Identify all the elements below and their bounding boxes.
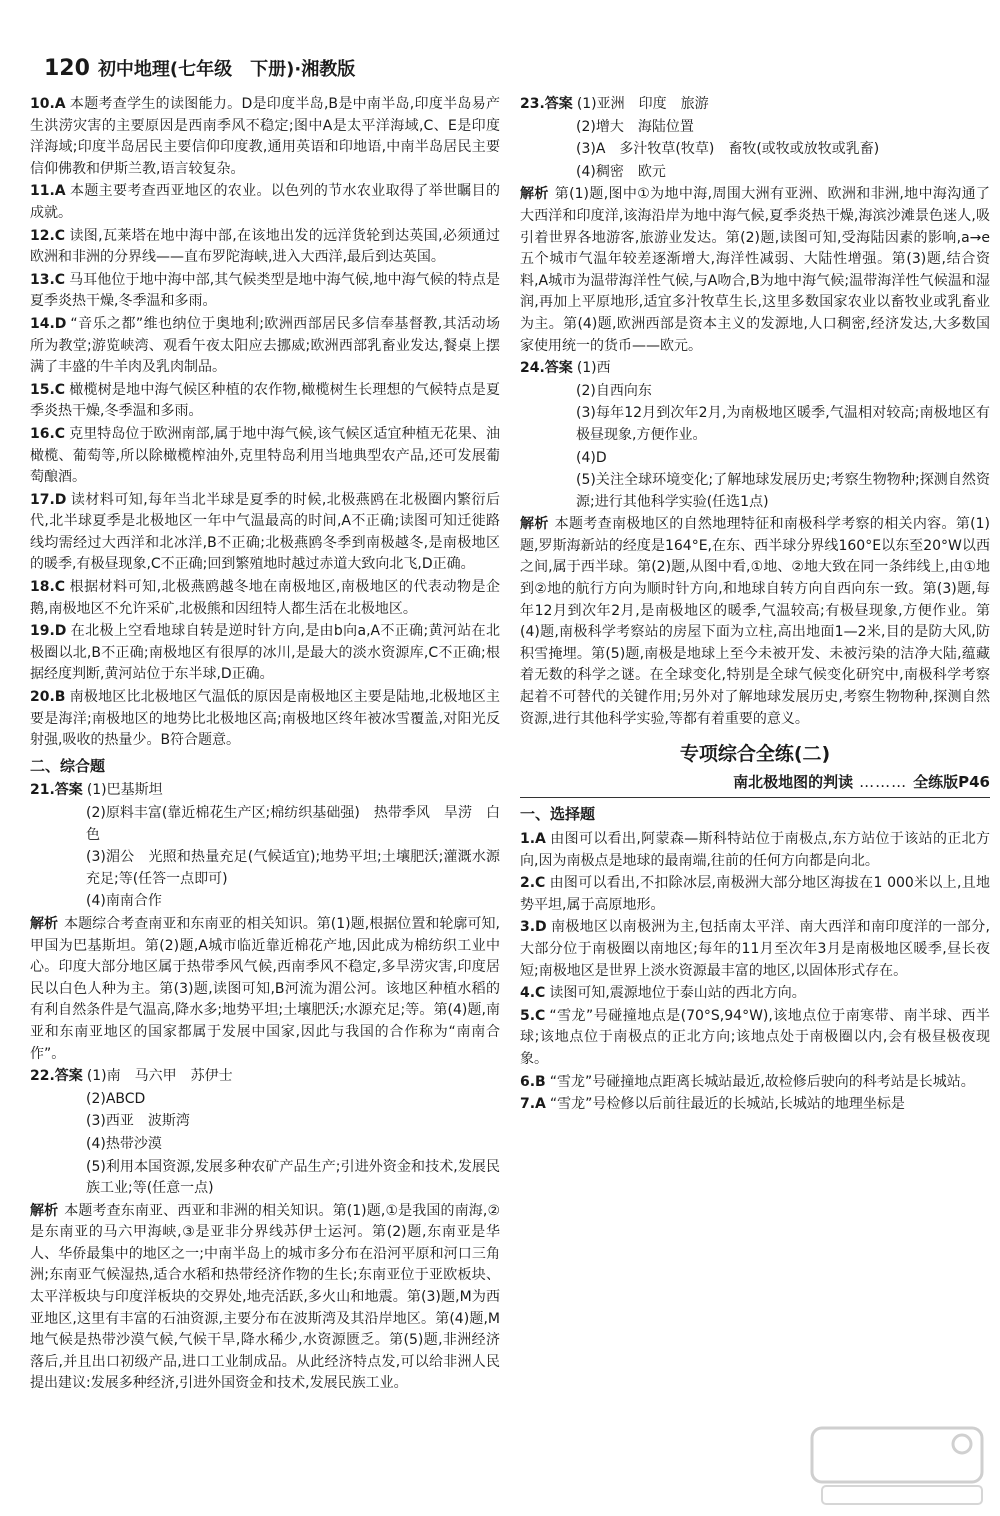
answer-line: [30, 891, 500, 913]
answer-number: 6.B: [520, 1073, 546, 1090]
answer-text: 读材料可知,每年当北半球是夏季的时候,北极燕鸥在北极圈内繁衍后代,北半球夏季是北极地区一年中气温最高的时间,A不正确;读图可知迁徙路线均需经过大西洋和北冰洋,B不正确;北极燕鸥冬季到南极越冬,是南极地区的暖季,有极昼现象,C不正确;回到繁殖地时越过赤道大致向北飞,D正确。: [30, 491, 500, 573]
answer-line: [30, 847, 500, 890]
answer-text: (3)湄公 光照和热量充足(气候适宜);地势平坦;土壤肥沃;灌溉水源充足;等(任答一点即可): [86, 849, 500, 887]
answer-number: 21.答案: [30, 782, 83, 799]
answer-text: (4)热带沙漠: [86, 1135, 162, 1152]
answer-number: 19.D: [30, 623, 67, 640]
answer-line: [30, 1089, 500, 1111]
analysis: [520, 184, 990, 357]
answer-number: 14.D: [30, 315, 67, 332]
answer-text: (1)南 马六甲 苏伊士: [86, 1068, 233, 1085]
analysis-text: 本题综合考查南亚和东南亚的相关知识。第(1)题,根据位置和轮廓可知,甲国为巴基斯坦。第(2)题,A城市临近靠近棉花产地,因此成为棉纺织工业中心。印度大部分地区属于热带季风气候,西南季风不稳定,多旱涝灾害,印度居民以白色人种为主。第(3)题,读图可知,B河流为湄公河。该地区种植水稻的有利自然条件是气温高,降水多;地势平坦;土壤肥沃;水源充足;等。第(4)题,南亚和东南亚地区的国家都属于发展中国家,因此与我国的合作称为“南南合作”。: [30, 915, 500, 1062]
question-24: [520, 358, 990, 730]
leader-dots: ………: [859, 772, 908, 791]
answer-number: 10.A: [30, 96, 66, 112]
answer-text: “雪龙”号碰撞地点距离长城站最近,故检修后驶向的科考站是长城站。: [549, 1073, 975, 1090]
answer-text: 马耳他位于地中海中部,其气候类型是地中海气候,地中海气候的特点是夏季炎热干燥,冬季温和多雨。: [30, 271, 500, 310]
left-item: [30, 94, 500, 180]
section-heading-comprehensive: 二、综合题: [30, 756, 106, 775]
analysis-text: 第(1)题,图中①为地中海,周围大洲有亚洲、欧洲和非洲,地中海沟通了大西洋和印度洋,该海沿岸为地中海气候,夏季炎热干燥,海滨沙滩景色迷人,吸引着世界各地游客,旅游业发达。第(2)题,读图可知,受海陆因素的影响,a→e五个城市气温年较差逐渐增大,海洋性减弱、大陆性增强。第(3)题,结合资料,A城市为温带海洋性气候,与A吻合,B为地中海气候;温带海洋性气候温和湿润,再加上平原地形,适宜多汁牧草生长,这里多数国家农业以畜牧业或乳畜业为主。第(4)题,欧洲西部是资本主义的发源地,人口稠密,经济发达,大多数国家使用统一的货币——欧元。: [520, 186, 991, 354]
answer-text: (1)巴基斯坦: [86, 782, 163, 799]
answer-number: 3.D: [520, 919, 547, 936]
answer-text: 本题考查学生的读图能力。D是印度半岛,B是中南半岛,印度半岛易产生洪涝灾害的主要原因是西南季风不稳定;图中A是太平洋海域,C、E是印度洋海域;印度半岛居民主要信仰印度教,通用英语和印地语,中南半岛居民主要信仰佛教和伊斯兰教,语言较复杂。: [30, 96, 500, 177]
answer-number: 18.C: [30, 579, 66, 596]
special-item: [520, 917, 990, 982]
answer-line: [30, 1066, 500, 1088]
watermark-logo: [802, 1424, 992, 1510]
answer-text: 在北极上空看地球自转是逆时针方向,是由b向a,A不正确;黄河站在北极圈以北,B不正确;南极地区有很厚的冰川,是最大的淡水资源库,C不正确;根据经度判断,黄河站位于东半球,D正确。: [30, 623, 500, 683]
answer-number: 4.C: [520, 985, 546, 1002]
answer-line: [520, 381, 990, 403]
page-header: [44, 55, 964, 89]
left-item: [30, 490, 500, 576]
answer-number: 17.D: [30, 491, 67, 508]
analysis-label: 解析: [520, 516, 549, 533]
answer-text: 克里特岛位于欧洲南部,属于地中海气候,该气候区适宜种植无花果、油橄榄、葡萄等,所以除橄榄榨油外,克里特岛利用当地典型农产品,还可发展葡萄酿酒。: [30, 425, 500, 486]
answer-number: 16.C: [30, 425, 66, 442]
answer-text: (3)A 多汁牧草(牧草) 畜牧(或牧或放牧或乳畜): [576, 141, 880, 158]
section-heading-choice: 一、选择题: [520, 805, 596, 824]
answer-line: [520, 162, 990, 184]
answer-line: [520, 470, 990, 513]
left-items: [30, 94, 500, 752]
special-item: [520, 829, 990, 872]
answer-number: 24.答案: [520, 360, 573, 377]
left-item: [30, 424, 500, 489]
answer-text: (2)自西向东: [576, 382, 652, 399]
answer-line: [30, 1157, 500, 1200]
answer-text: 根据材料可知,北极燕鸥越冬地在南极地区,南极地区的代表动物是企鹅,南极地区不允许采矿,北极熊和因纽特人都生活在北极地区。: [30, 579, 500, 617]
answer-text: “雪龙”号碰撞地点是(70°S,94°W),该地点位于南寒带、南半球、西半球;该地点位于南极点的正北方向;该地点处于南极圈以内,会有极昼极夜现象。: [520, 1007, 990, 1067]
question-21: [30, 780, 500, 1065]
answer-line: [520, 139, 990, 161]
left-item: [30, 314, 500, 379]
answer-number: 12.C: [30, 227, 66, 244]
analysis: [30, 1201, 500, 1395]
answer-number: 5.C: [520, 1007, 546, 1024]
answer-text: “音乐之都”维也纳位于奥地利;欧洲西部居民多信奉基督教,其活动场所为教堂;游览峡湾、观看午夜太阳应去挪威;欧洲西部乳畜业发达,餐桌上摆满了丰盛的牛羊肉及乳肉制品。: [30, 315, 500, 376]
left-item: [30, 226, 500, 269]
answer-text: “雪龙”号检修以后前往最近的长城站,长城站的地理坐标是: [549, 1096, 905, 1113]
answer-line: [520, 117, 990, 139]
special-item: [520, 873, 990, 916]
left-item: [30, 577, 500, 620]
analysis-label: 解析: [30, 1202, 59, 1219]
special-title: 专项综合全练(二): [679, 743, 831, 766]
answer-text: 由图可以看出,不扣除冰层,南极洲大部分地区海拔在1 000米以上,且地势平坦,属于高原地形。: [520, 875, 990, 913]
left-item: [30, 270, 500, 313]
analysis: [30, 914, 500, 1065]
answer-line: [520, 448, 990, 470]
answer-line: [30, 780, 500, 802]
answer-text: (3)每年12月到次年2月,为南极地区暖季,气温相对较高;南极地区有极昼现象,方便作业。: [576, 405, 990, 443]
answer-line: [30, 1111, 500, 1133]
answer-text: (3)西亚 波斯湾: [86, 1113, 190, 1130]
page-number: 120: [44, 56, 90, 81]
analysis: [520, 514, 990, 730]
answer-text: 南极地区比北极地区气温低的原因是南极地区主要是陆地,北极地区主要是海洋;南极地区的地势比北极地区高;南极地区终年被冰雪覆盖,对阳光反射强,吸收的热量少。B符合题意。: [30, 689, 500, 749]
special-ref: 全练版P46: [913, 772, 990, 791]
analysis-text: 本题考查东南亚、西亚和非洲的相关知识。第(1)题,①是我国的南海,②是东南亚的马六甲海峡,③是亚非分界线苏伊士运河。第(2)题,东南亚是华人、华侨最集中的地区之一;中南半岛上的城市多分布在沿河平原和河口三角洲;东南亚气候湿热,适合水稻和热带经济作物的生长;东南亚位于亚欧板块、太平洋板块与印度洋板块的交界处,地壳活跃,多火山和地震。第(3)题,M为西亚地区,这里有丰富的石油资源,主要分布在波斯湾及其沿岸地区。第(4)题,M地气候是热带沙漠气候,气候干旱,降水稀少,水资源匮乏。第(5)题,非洲经济落后,并且出口初级产品,进口工业制成品。从此经济特点发,可以给非洲人民提出建议:发展多种经济,引进外国资金和技术,发展民族工业。: [30, 1202, 501, 1392]
answer-text: (2)原料丰富(靠近棉花生产区;棉纺织基础强) 热带季风 旱涝 白色: [86, 805, 500, 843]
answer-text: (4)D: [576, 449, 607, 466]
answer-text: 读图,瓦莱塔在地中海中部,在该地出发的远洋货轮到达英国,必须通过欧洲和非洲的分界线——直布罗陀海峡,进入大西洋,最后到达英国。: [30, 227, 500, 266]
answer-text: 橄榄树是地中海气候区种植的农作物,橄榄树生长理想的气候特点是夏季炎热干燥,冬季温和多雨。: [30, 381, 500, 420]
answer-text: (5)利用本国资源,发展多种农矿产品生产;引进外资金和技术,发展民族工业;等(任意一点): [86, 1158, 500, 1197]
answer-number: 22.答案: [30, 1068, 83, 1085]
question-23: [520, 94, 990, 357]
answer-line: [30, 803, 500, 846]
answer-text: (2)ABCD: [86, 1090, 146, 1107]
answer-number: 15.C: [30, 381, 66, 398]
answer-text: 本题主要考查西亚地区的农业。以色列的节水农业取得了举世瞩目的成就。: [30, 183, 500, 221]
left-item: [30, 687, 500, 752]
special-item: [520, 1006, 990, 1071]
answer-number: 23.答案: [520, 96, 573, 112]
answer-text: (5)关注全球环境变化;了解地球发展历史;考察生物物种;探测自然资源;进行其他科学实验(任选1点): [576, 472, 990, 510]
answer-number: 7.A: [520, 1096, 546, 1113]
answer-line: [520, 358, 990, 380]
special-item: [520, 983, 990, 1005]
answer-line: [520, 403, 990, 446]
answer-number: 13.C: [30, 271, 66, 288]
question-22: [30, 1066, 500, 1395]
answer-line: [30, 1134, 500, 1156]
answer-text: 由图可以看出,阿蒙森—斯科特站位于南极点,东方站位于该站的正北方向,因为南极点是地球的最南端,往前的任何方向都是向北。: [520, 831, 990, 869]
answer-text: 读图可知,震源地位于泰山站的西北方向。: [549, 985, 806, 1002]
special-subtitle: 南北极地图的判读: [733, 772, 854, 791]
left-item: [30, 380, 500, 423]
special-item: [520, 1094, 990, 1116]
answer-number: 2.C: [520, 875, 546, 892]
right-column: [520, 94, 990, 1117]
analysis-label: 解析: [520, 186, 549, 203]
special-subtitle-row: [520, 772, 990, 799]
answer-number: 20.B: [30, 689, 66, 706]
running-title: 初中地理(七年级 下册)·湘教版: [97, 59, 356, 80]
left-item: [30, 181, 500, 224]
answer-number: 11.A: [30, 183, 66, 200]
answer-text: (4)南南合作: [86, 893, 162, 910]
answer-text: (1)西: [576, 360, 611, 377]
special-items: [520, 829, 990, 1116]
left-column: [30, 94, 500, 1396]
answer-text: 南极地区以南极洲为主,包括南太平洋、南大西洋和南印度洋的一部分,大部分位于南极圈以南地区;每年的11月至次年3月是南极地区暖季,昼长夜短;南极地区是世界上淡水资源最丰富的地区,以固体形式存在。: [520, 919, 990, 979]
answer-text: (4)稠密 欧元: [576, 163, 666, 180]
left-item: [30, 621, 500, 686]
analysis-label: 解析: [30, 915, 59, 932]
answer-line: [520, 94, 990, 116]
answer-number: 1.A: [520, 831, 546, 847]
answer-text: (2)增大 海陆位置: [576, 118, 694, 135]
answer-text: (1)亚洲 印度 旅游: [576, 96, 709, 112]
analysis-text: 本题考查南极地区的自然地理特征和南极科学考察的相关内容。第(1)题,罗斯海新站的经度是164°E,在东、西半球分界线160°E以东至20°W以西之间,属于西半球。第(2)题,从图中看,①地、②地大致在同一条纬线上,由①地到②地的航行方向为顺时针方向,和地球自转方向自西向东一致。第(3)题,每年12月到次年2月,是南极地区的暖季,气温较高;有极昼现象,方便作业。第(4)题,南极科学考察站的房屋下面为立柱,高出地面1—2米,目的是防大风,防积雪掩埋。第(5)题,南极是地球上至今未被开发、未被污染的洁净大陆,蕴藏着无数的科学之谜。在全球变化,特别是全球气候变化研究中,南极科学考察起着不可替代的关键作用;另外对了解地球发展历史,考察生物物种,探测自然资源,进行其他科学实验,等都有着重要的意义。: [520, 516, 990, 727]
special-item: [520, 1072, 990, 1094]
